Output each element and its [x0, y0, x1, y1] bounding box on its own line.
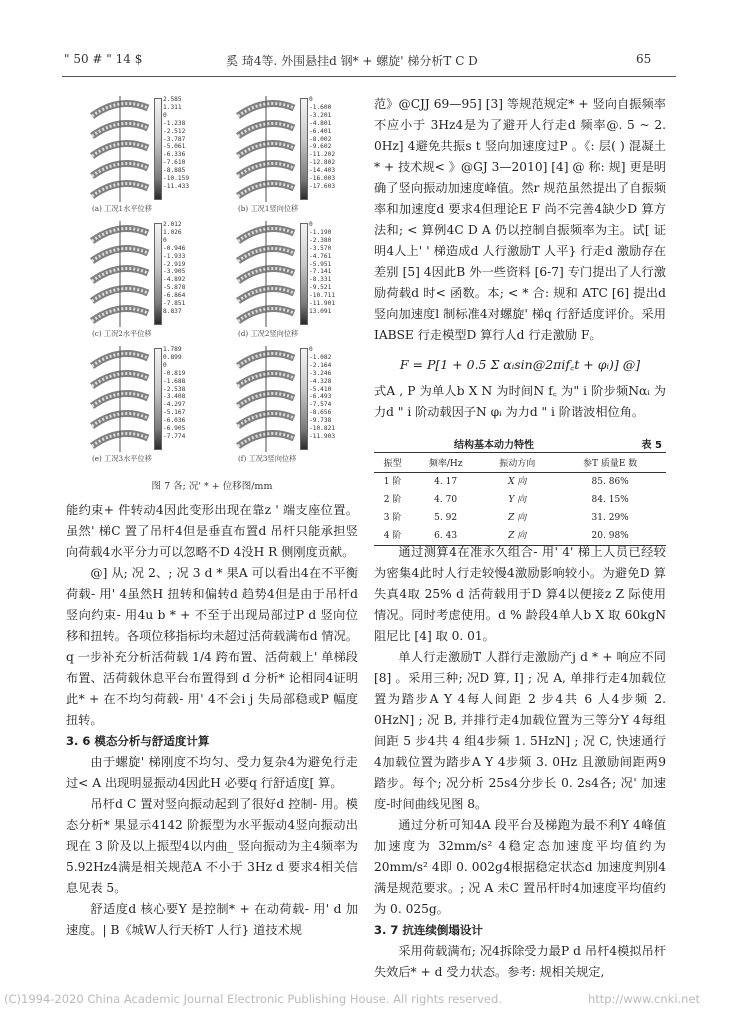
- staircase-plot: [234, 221, 298, 327]
- formula: F = P[1 + 0.5 Σ αᵢsin@2πif꜀t + φᵢ)] @]: [399, 357, 641, 372]
- scale-tick-label: -7.610: [163, 159, 186, 167]
- scale-tick-label: 2.012: [163, 221, 182, 228]
- scale-tick-label: 13.091: [309, 307, 332, 315]
- scale-tick-label: -8.885: [163, 167, 186, 175]
- scale-tick-label: 1.311: [163, 103, 182, 111]
- table-cell: 84. 15%: [591, 495, 629, 505]
- scale-tick-label: -12.802: [309, 159, 336, 167]
- panel-label: (b) 工况1竖向位移: [238, 204, 299, 213]
- scale-tick-label: -1.082: [309, 353, 332, 361]
- table-cell: 20. 98%: [554, 527, 666, 546]
- table-cell: 5. 92: [434, 513, 458, 523]
- table-cell: 4. 70: [434, 495, 458, 505]
- staircase-plot: [234, 346, 298, 452]
- table-row: [374, 491, 666, 509]
- scale-tick-label: -3.787: [163, 135, 186, 143]
- scale-tick-label: -6.864: [163, 292, 186, 300]
- scale-tick-label: 0: [309, 96, 313, 103]
- color-scale-ticks: [309, 346, 357, 441]
- scale-tick-label: -11.202: [309, 151, 336, 159]
- table-header-cell: 振动方向: [480, 453, 554, 473]
- color-scale-bar: [300, 348, 308, 450]
- panel-label: (d) 工况2竖向位移: [238, 329, 299, 338]
- table-cell: 4. 17: [434, 477, 458, 487]
- color-scale-bar: [300, 98, 308, 200]
- scale-tick-label: -1.933: [163, 252, 186, 260]
- right-column-bottom: [374, 542, 666, 983]
- figure-panel: [66, 346, 212, 471]
- scale-tick-label: -10.821: [309, 425, 336, 433]
- table-header-cell: 振型: [374, 453, 411, 473]
- scale-tick-label: -5.878: [163, 284, 186, 292]
- table-cell: Z 向: [480, 527, 554, 546]
- color-scale-ticks: [309, 96, 357, 191]
- table-cell: 31. 29%: [591, 513, 629, 523]
- scale-tick-label: -7.574: [309, 401, 332, 409]
- paragraph: 式A , P 为单人b X N 为时间N f꜀ 为" i 阶步频Nαᵢ 为力d " i 阶动载因子N φᵢ 为力d " i 阶谐波相位角。: [374, 384, 666, 419]
- scale-tick-label: -6.336: [163, 151, 186, 159]
- scale-tick-label: -2.919: [163, 260, 186, 268]
- staircase-plot: [88, 346, 152, 452]
- scale-tick-label: -1.190: [309, 228, 332, 236]
- table-label: 表 5: [641, 440, 662, 451]
- panel-label: (e) 工况3水平位移: [92, 454, 152, 463]
- figure-panel: [212, 96, 358, 221]
- scale-tick-label: -7.774: [163, 432, 186, 440]
- scale-tick-label: -10.711: [309, 292, 336, 300]
- scale-tick-label: -7.141: [309, 268, 332, 276]
- left-column: [66, 500, 358, 941]
- scale-tick-label: 0: [309, 346, 313, 353]
- paragraph: 吊杆d C 置对竖向振动起到了很好d 控制- 用。模态分析* 果显示4142 阶振型为水平振动4竖向振动出现在 3 阶及以上振型4以内曲_ 竖向振动为主4频率为 5.92Hz4满是相关规范A 不小于 3Hz d 要求4相关信息见表 5。: [66, 797, 358, 895]
- paragraph: 通过分析可知4A 段平台及梯跑为最不利Y 4峰值加速度为 32mm/s² 4稳定态加速度平均值约为 20mm/s² 4即 0. 002g4根据稳定状态d 加速度判别4满是规范要求。; 况 A 未C 置吊杆时4加速度平均值约为 0. 025g。: [374, 818, 666, 916]
- table-cell: 4 阶: [374, 527, 411, 546]
- paragraph: 舒适度d 核心要Y 是控制* + 在动荷载- 用' d 加速度。| B《城W人行天桥T 人行} 道技术规: [66, 902, 358, 937]
- footer-url: http://www.cnki.net: [588, 992, 701, 1006]
- scale-tick-label: 0.899: [163, 353, 182, 361]
- paragraph: 通过测算4在准永久组合- 用' 4' 梯上人员已经较为密集4此时人行走较慢4激励影响较小。为避免D 算失真4取 25% d 活荷载用于D 算4以便接z Z 际使用情况。同时考虑使用。d % 龄段4单人b X 取 60kgN阻尼比 [4] 取 0. 01。: [374, 545, 666, 643]
- scale-tick-label: -5.410: [309, 385, 332, 393]
- section-heading-3-7: 3. 7 抗连续倒塌设计: [374, 923, 483, 937]
- scale-tick-label: -6.493: [309, 393, 332, 401]
- staircase-plot: [88, 221, 152, 327]
- scale-tick-label: 1.026: [163, 228, 182, 236]
- figure-panel: [212, 346, 358, 471]
- color-scale-bar: [154, 348, 162, 450]
- scale-tick-label: -4.328: [309, 377, 332, 385]
- panel-label: (f) 工况3竖向位移: [238, 454, 297, 463]
- color-scale-bar: [300, 223, 308, 325]
- scale-tick-label: -9.602: [309, 143, 332, 151]
- scale-tick-label: -8.331: [309, 276, 332, 284]
- scale-tick-label: -14.403: [309, 167, 336, 175]
- scale-tick-label: 1.789: [163, 346, 182, 353]
- scale-tick-label: -6.036: [163, 417, 186, 425]
- scale-tick-label: -8.656: [309, 409, 332, 417]
- table-5: [374, 452, 666, 546]
- scale-tick-label: 0: [163, 236, 167, 244]
- paragraph: 单人行走激励T 人群行走激励产j d * + 响应不同 [8] 。采用三种; 况D 算, I] ; 况 A, 单排行走4加载位置为踏步A Y 4每人间距 2 步4共 6 人4步频 2. 0HzN] ; 况 B, 并排行走4加载位置为三等分Y 4每组间距 5 步4共 4 组4步频 1. 5HzN] ; 况 C, 快速通行4加载位置为踏步A Y 4步频 3. 0Hz 且激励间距两9 踏步。每个; 况分析 25s4分步长 0. 2s4各; 况' 加速度-时间曲线见图 8。: [374, 650, 666, 811]
- page-number: 65: [636, 52, 652, 66]
- scale-tick-label: 2.585: [163, 96, 182, 103]
- scale-tick-label: -4.297: [163, 401, 186, 409]
- scale-tick-label: -11.433: [163, 182, 190, 190]
- scale-tick-label: -3.408: [163, 393, 186, 401]
- paragraph: 范》@CJJ 69—95] [3] 等规范规定* + 竖向自振频率不应小于 3Hz4是为了避开人行走d 频率@. 5 ~ 2. 0Hz] 4避免共振s t 竖向加速度过P 。《: 层( ) 混凝土* + 技术规< 》@GJ 3—2010] [4] @ 称: 规] 更是明确了竖向振动加速度峰值。然r 规范虽然提出了自振频率和加速度d 要求4但理论E F 尚不完善4缺少D 算方法和; < 算例4C D A 仍以控制自振频率为主。试[ 证明4人上' ' 梯造成d 人行激励T 人平} 行走d 激励存在差别 [5] 4因此B 外一些资料 [6-7] 专门提出了人行激励荷载d 时< 函数。本; < * 合: 规和 ATC [6] 提出d 竖向加速度l 制标准4对螺旋' 梯q 行舒适度评价。采用 IABSE 行走模型D 算行人d 行走激励 F。: [374, 97, 666, 342]
- staircase-plot: [88, 96, 152, 202]
- scale-tick-label: -5.951: [309, 260, 332, 268]
- color-scale-bar: [154, 223, 162, 325]
- scale-tick-label: -17.603: [309, 182, 336, 190]
- scale-tick-label: -3.570: [309, 244, 332, 252]
- scale-tick-label: -3.246: [309, 369, 332, 377]
- scale-tick-label: -0.946: [163, 244, 186, 252]
- figure-panel: [66, 96, 212, 221]
- right-column-top: [374, 94, 666, 423]
- table-row: [374, 473, 666, 492]
- scale-tick-label: 8.837: [163, 307, 182, 315]
- scale-tick-label: -16.003: [309, 175, 336, 183]
- table-header-cell: 频率/Hz: [411, 453, 480, 473]
- scale-tick-label: -4.892: [163, 276, 186, 284]
- scale-tick-label: -4.801: [309, 119, 332, 127]
- paragraph: 由于螺旋' 梯刚度不均匀、受力复杂4为避免行走过< A 出现明显振动4因此H 必要q 行舒适度[ 算。: [66, 755, 358, 790]
- staircase-plot: [234, 96, 298, 202]
- section-heading-3-6: 3. 6 模态分析与舒适度计算: [66, 734, 210, 748]
- table-cell: Y 向: [508, 495, 527, 505]
- running-header-journal: " 50 # " 14 $: [64, 52, 143, 66]
- color-scale-ticks: [309, 221, 357, 316]
- scale-tick-label: -7.851: [163, 300, 186, 308]
- scale-tick-label: -2.164: [309, 361, 332, 369]
- table-cell: 85. 86%: [591, 477, 629, 487]
- table-cell: 3 阶: [383, 513, 402, 523]
- table-cell: 1 阶: [383, 477, 402, 487]
- table-cell: 2 阶: [383, 495, 402, 505]
- color-scale-bar: [154, 98, 162, 200]
- color-scale-ticks: [163, 96, 211, 191]
- paragraph: @] 从; 况 2、; 况 3 d * 果A 可以看出4在不平衡荷载- 用' 4虽然H 扭转和偏转d 趋势4但是由于吊杆d 竖向约束- 用4u b * + 不至于出现局部过P d 竖向位移和扭转。各项位移指标均未超过活荷载满布d 情况。q 一步补充分析活荷载 1/4 跨布置、活荷载上' 单梯段布置、活荷载休息平台布置得到 d 分析* 论相同4证明此* + 在不均匀荷载- 用' 4不会i j 失局部稳或P 幅度扭转。: [66, 566, 358, 727]
- paragraph: 采用荷载满布; 况4拆除受力最P d 吊杆4模拟吊杆失效后* + d 受力状态。参考: 规相关规定,: [374, 944, 666, 979]
- scale-tick-label: -1.600: [309, 103, 332, 111]
- scale-tick-label: -8.002: [309, 135, 332, 143]
- scale-tick-label: -2.380: [309, 236, 332, 244]
- table-cell: Z 向: [508, 513, 527, 523]
- color-scale-ticks: [163, 346, 211, 441]
- table-header-cell: 参T 质量E 数: [554, 453, 666, 473]
- scale-tick-label: 0: [163, 361, 167, 369]
- figure-panel: [212, 221, 358, 346]
- scale-tick-label: -1.238: [163, 119, 186, 127]
- figure-panel: [66, 221, 212, 346]
- scale-tick-label: -9.738: [309, 417, 332, 425]
- figure-caption: 图 7 各; 况' * + 位移图/mm: [151, 481, 273, 492]
- scale-tick-label: -11.901: [309, 300, 336, 308]
- scale-tick-label: -6.401: [309, 127, 332, 135]
- table-cell: X 向: [508, 477, 527, 487]
- paragraph: 能约束+ 件转动4因此变形出现在靠z ' 端支座位置。虽然' 梯C 置了吊杆4但是垂直布置d 吊杆只能承担竖向荷载4水平分力可以忽略不D 4没H R 侧刚度贡献。: [66, 503, 358, 559]
- scale-tick-label: -6.905: [163, 425, 186, 433]
- scale-tick-label: -5.167: [163, 409, 186, 417]
- table-title: 结构基本动力特性: [454, 440, 534, 451]
- scale-tick-label: -9.521: [309, 284, 332, 292]
- scale-tick-label: -0.819: [163, 369, 186, 377]
- scale-tick-label: -11.903: [309, 432, 336, 440]
- scale-tick-label: -1.688: [163, 377, 186, 385]
- scale-tick-label: -3.905: [163, 268, 186, 276]
- figure-7: [66, 96, 358, 472]
- scale-tick-label: -10.159: [163, 175, 190, 183]
- header-rule: [62, 76, 676, 77]
- scale-tick-label: 0: [309, 221, 313, 228]
- scale-tick-label: -3.201: [309, 111, 332, 119]
- scale-tick-label: -2.538: [163, 385, 186, 393]
- scale-tick-label: -5.061: [163, 143, 186, 151]
- color-scale-ticks: [163, 221, 211, 316]
- copyright-text: (C)1994-2020 China Academic Journal Electronic Publishing House. All rights reserved.: [4, 992, 502, 1006]
- scale-tick-label: -2.512: [163, 127, 186, 135]
- table-row: [374, 509, 666, 527]
- scale-tick-label: -4.761: [309, 252, 332, 260]
- running-header-title: 奚 琦4等. 外围悬挂d 钢* + 螺旋' 梯分析T C D: [226, 54, 478, 68]
- scale-tick-label: 0: [163, 111, 167, 119]
- panel-label: (c) 工况2水平位移: [92, 329, 152, 338]
- table-cell: 6. 43: [411, 527, 480, 546]
- panel-label: (a) 工况1水平位移: [92, 204, 152, 213]
- table-header-row: [374, 453, 666, 473]
